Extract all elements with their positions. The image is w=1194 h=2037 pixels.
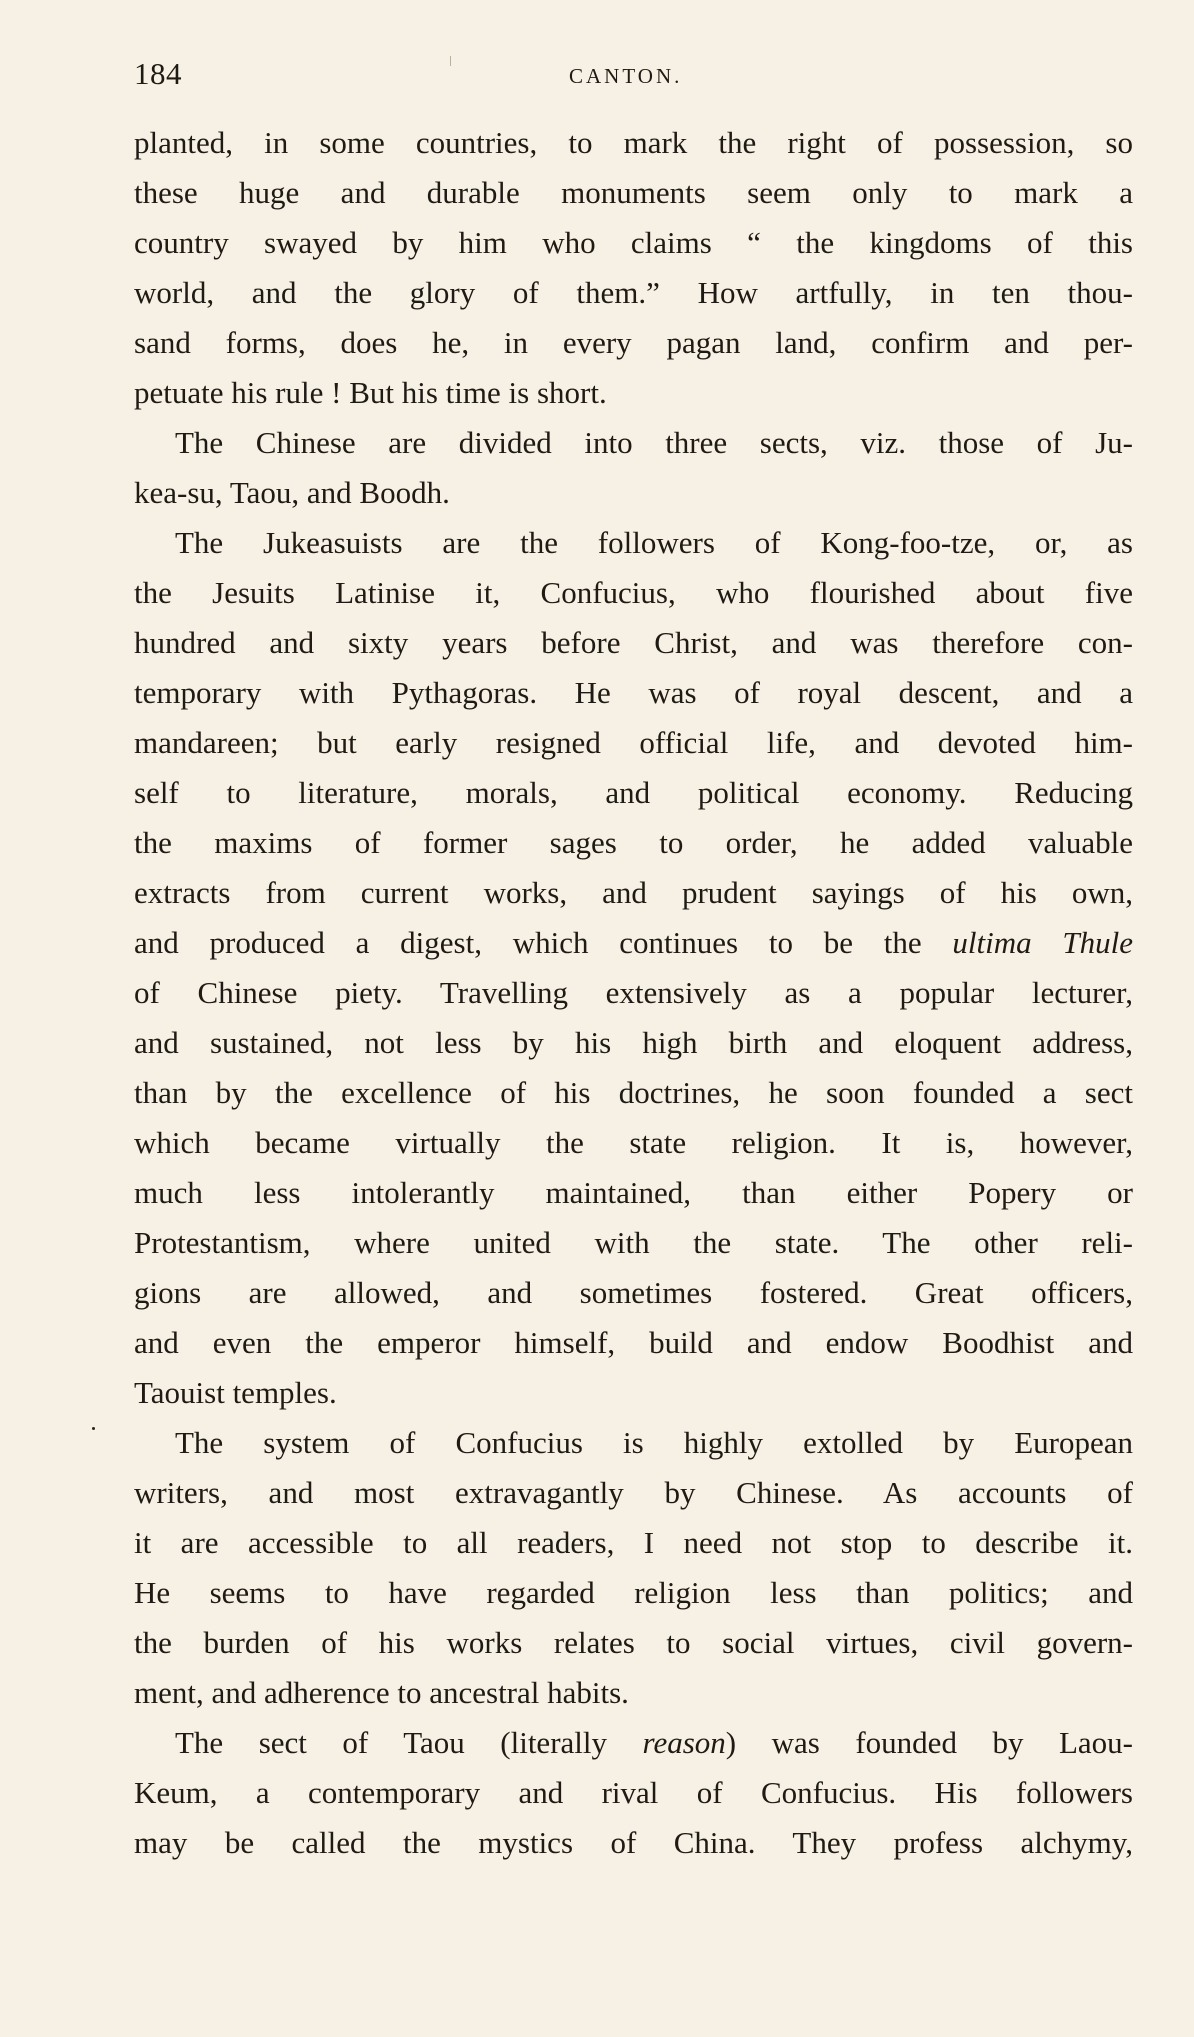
italic-phrase: ultima Thule: [952, 925, 1133, 960]
text-line: and even the emperor himself, build and endow Boodhist and: [134, 1325, 1133, 1360]
text-line: sand forms, does he, in every pagan land, confirm and per-: [134, 325, 1133, 360]
text-line: [134, 1718, 1133, 1768]
text-line: writers, and most extravagantly by Chinese. As accounts of: [134, 1475, 1133, 1510]
margin-dot: [92, 1427, 95, 1430]
paragraph-3: [134, 518, 1133, 1418]
text-segment: ) was founded by Laou-: [725, 1725, 1133, 1760]
body-text: [134, 118, 1133, 1868]
text-line: Taouist temples.: [134, 1375, 337, 1410]
text-line: which became virtually the state religion. It is, however,: [134, 1125, 1133, 1160]
text-line: [134, 918, 1133, 968]
text-line: The Jukeasuists are the followers of Kong-foo-tze, or, as: [175, 525, 1133, 560]
text-line: it are accessible to all readers, I need not stop to describe it.: [134, 1525, 1133, 1560]
text-line: country swayed by him who claims “ the kingdoms of this: [134, 225, 1133, 260]
text-line: the burden of his works relates to social virtues, civil govern-: [134, 1625, 1133, 1660]
text-line: Protestantism, where united with the state. The other reli-: [134, 1225, 1133, 1260]
text-line: The system of Confucius is highly extolled by European: [175, 1425, 1133, 1460]
text-line: gions are allowed, and sometimes fostered. Great officers,: [134, 1275, 1133, 1310]
running-head: CANTON.: [569, 64, 683, 88]
text-line: the Jesuits Latinise it, Confucius, who flourished about five: [134, 575, 1133, 610]
page-number: 184: [134, 56, 182, 91]
paragraph-2: [134, 418, 1133, 518]
page-header: [134, 56, 1133, 100]
text-line: self to literature, morals, and political economy. Reducing: [134, 775, 1133, 810]
text-line: temporary with Pythagoras. He was of royal descent, and a: [134, 675, 1133, 710]
text-line: may be called the mystics of China. They profess alchymy,: [134, 1825, 1133, 1860]
text-segment: and produced a digest, which continues to be the: [134, 925, 922, 960]
text-line: kea-su, Taou, and Boodh.: [134, 475, 450, 510]
paragraph-5: [134, 1718, 1133, 1868]
text-line: He seems to have regarded religion less than politics; and: [134, 1575, 1133, 1610]
text-line: extracts from current works, and prudent sayings of his own,: [134, 875, 1133, 910]
italic-word: reason: [642, 1725, 726, 1760]
text-line: world, and the glory of them.” How artfully, in ten thou-: [134, 275, 1133, 310]
text-line: the maxims of former sages to order, he added valuable: [134, 825, 1133, 860]
text-line: ment, and adherence to ancestral habits.: [134, 1675, 629, 1710]
text-line: The Chinese are divided into three sects, viz. those of Ju-: [175, 425, 1133, 460]
text-line: than by the excellence of his doctrines, he soon founded a sect: [134, 1075, 1133, 1110]
paragraph-1: [134, 118, 1133, 418]
text-line: and sustained, not less by his high birth and eloquent address,: [134, 1025, 1133, 1060]
text-line: of Chinese piety. Travelling extensively as a popular lecturer,: [134, 975, 1133, 1010]
header-divider-mark: [450, 56, 451, 66]
text-line: much less intolerantly maintained, than either Popery or: [134, 1175, 1133, 1210]
text-line: hundred and sixty years before Christ, and was therefore con-: [134, 625, 1133, 660]
text-line: mandareen; but early resigned official life, and devoted him-: [134, 725, 1133, 760]
text-line: planted, in some countries, to mark the right of possession, so: [134, 125, 1133, 160]
text-line: these huge and durable monuments seem only to mark a: [134, 175, 1133, 210]
text-line: Keum, a contemporary and rival of Confucius. His followers: [134, 1775, 1133, 1810]
text-line: petuate his rule ! But his time is short.: [134, 375, 607, 410]
paragraph-4: [134, 1418, 1133, 1718]
text-segment: The sect of Taou (literally: [175, 1725, 607, 1760]
